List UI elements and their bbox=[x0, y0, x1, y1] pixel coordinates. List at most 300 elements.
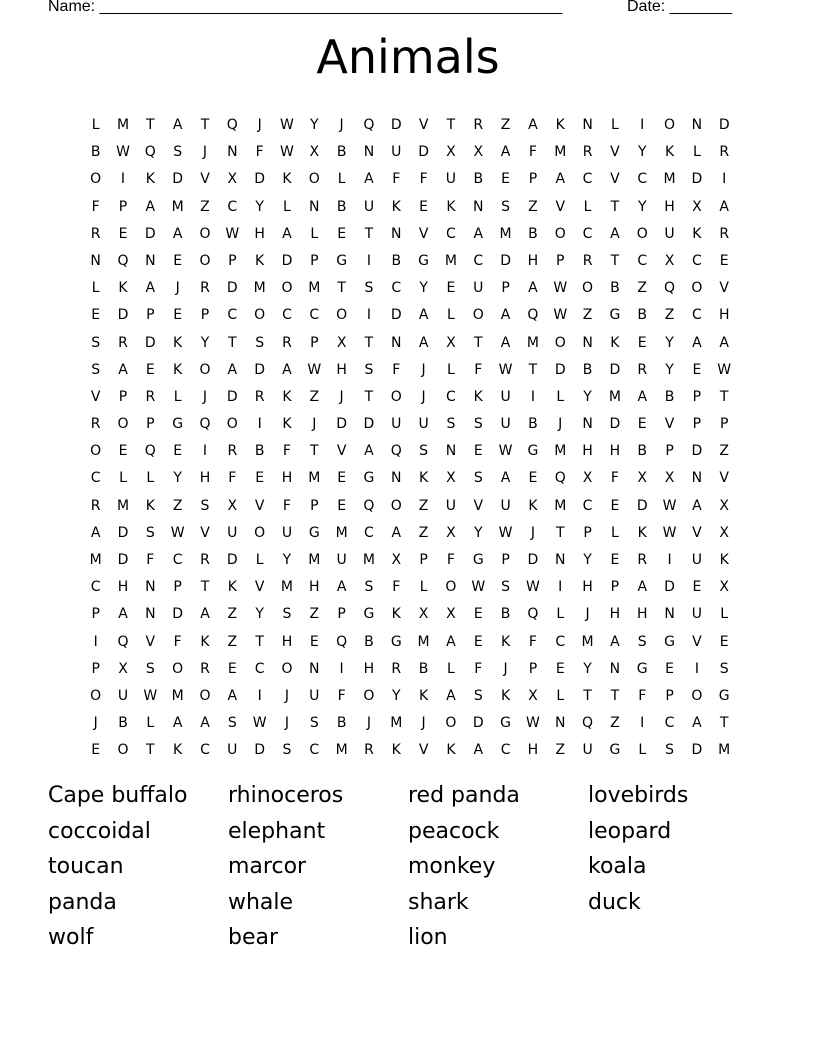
grid-row bbox=[82, 737, 738, 764]
grid-letter: E bbox=[446, 280, 456, 297]
grid-letter: P bbox=[610, 579, 620, 596]
grid-letter: E bbox=[91, 742, 101, 759]
grid-letter: J bbox=[284, 715, 290, 732]
grid-letter: C bbox=[691, 307, 702, 324]
grid-letter: A bbox=[172, 117, 183, 133]
grid-letter: S bbox=[200, 497, 210, 514]
grid-letter: H bbox=[363, 660, 375, 677]
grid-letter: K bbox=[446, 198, 456, 215]
grid-row bbox=[82, 574, 738, 601]
grid-letter: R bbox=[227, 443, 238, 460]
grid-row bbox=[82, 166, 738, 193]
grid-letter: L bbox=[692, 144, 701, 161]
grid-row bbox=[82, 221, 738, 248]
grid-letter: K bbox=[664, 144, 675, 161]
grid-letter: J bbox=[421, 715, 426, 732]
grid-letter: C bbox=[446, 225, 456, 242]
grid-letter: X bbox=[309, 144, 320, 161]
grid-letter: L bbox=[255, 552, 264, 568]
grid-letter: N bbox=[145, 606, 156, 623]
grid-letter: C bbox=[691, 252, 702, 269]
grid-letter: N bbox=[582, 117, 593, 133]
grid-letter: D bbox=[254, 361, 266, 378]
grid-letter: L bbox=[556, 606, 565, 623]
grid-letter: V bbox=[555, 198, 566, 215]
grid-letter: Y bbox=[665, 361, 674, 378]
grid-letter: H bbox=[636, 606, 648, 623]
grid-letter: U bbox=[418, 416, 429, 433]
grid-letter: D bbox=[172, 606, 184, 623]
grid-letter: N bbox=[391, 334, 402, 351]
grid-letter: R bbox=[637, 552, 648, 568]
grid-letter: M bbox=[116, 117, 130, 133]
grid-letter: K bbox=[282, 171, 292, 188]
grid-letter: I bbox=[558, 579, 563, 596]
grid-letter: G bbox=[609, 742, 621, 759]
grid-letter: R bbox=[364, 742, 374, 759]
grid-letter: X bbox=[227, 171, 238, 188]
grid-letter: W bbox=[662, 497, 677, 514]
grid-letter: T bbox=[364, 388, 374, 405]
grid-letter: S bbox=[473, 416, 483, 433]
grid-letter: D bbox=[472, 715, 484, 732]
grid-letter: A bbox=[637, 388, 648, 405]
grid-letter: A bbox=[719, 198, 729, 215]
grid-letter: U bbox=[691, 552, 702, 568]
grid-letter: S bbox=[145, 524, 155, 541]
grid-letter: Z bbox=[227, 633, 238, 650]
word-list-item: lion bbox=[408, 925, 448, 950]
grid-letter: S bbox=[282, 606, 292, 623]
grid-letter: A bbox=[528, 280, 538, 297]
grid-letter: C bbox=[227, 198, 238, 215]
grid-letter: L bbox=[610, 524, 619, 541]
grid-letter: Q bbox=[117, 633, 129, 650]
grid-letter: U bbox=[117, 687, 129, 704]
grid-letter: Q bbox=[226, 117, 238, 133]
grid-letter: R bbox=[90, 416, 101, 433]
grid-letter: Q bbox=[144, 443, 156, 460]
grid-letter: F bbox=[392, 171, 401, 188]
grid-row bbox=[82, 194, 738, 221]
grid-letter: T bbox=[364, 334, 374, 351]
grid-letter: O bbox=[199, 225, 211, 242]
grid-letter: K bbox=[719, 552, 729, 568]
grid-letter: Z bbox=[582, 307, 593, 324]
grid-letter: U bbox=[391, 144, 402, 161]
grid-letter: Z bbox=[555, 742, 566, 759]
grid-letter: X bbox=[118, 660, 128, 677]
grid-letter: Z bbox=[610, 715, 620, 732]
grid-letter: B bbox=[336, 715, 347, 732]
grid-letter: P bbox=[665, 443, 674, 460]
word-list-item: rhinoceros bbox=[228, 783, 344, 808]
grid-letter: K bbox=[227, 579, 237, 596]
grid-letter: P bbox=[173, 579, 182, 596]
grid-letter: O bbox=[445, 715, 457, 732]
grid-letter: O bbox=[390, 497, 402, 514]
grid-letter: D bbox=[609, 361, 621, 378]
grid-letter: P bbox=[419, 552, 428, 568]
grid-row bbox=[82, 710, 738, 737]
grid-letter: K bbox=[692, 225, 702, 242]
grid-letter: N bbox=[664, 606, 675, 623]
grid-letter: A bbox=[145, 198, 156, 215]
grid-letter: N bbox=[309, 660, 320, 677]
grid-letter: D bbox=[691, 171, 703, 188]
grid-letter: A bbox=[500, 144, 511, 161]
grid-letter: H bbox=[609, 606, 621, 623]
grid-letter: P bbox=[501, 280, 510, 297]
grid-letter: O bbox=[445, 579, 457, 596]
word-list-item: peacock bbox=[408, 818, 500, 844]
grid-letter: E bbox=[473, 633, 483, 650]
word-list-item: Cape buffalo bbox=[48, 783, 188, 808]
grid-letter: O bbox=[554, 225, 566, 242]
grid-letter: K bbox=[118, 280, 128, 297]
grid-letter: W bbox=[143, 687, 158, 704]
grid-letter: J bbox=[339, 117, 344, 133]
grid-letter: V bbox=[719, 470, 729, 487]
grid-letter: Y bbox=[200, 334, 210, 351]
grid-letter: M bbox=[581, 633, 594, 650]
grid-letter: D bbox=[609, 416, 621, 433]
grid-letter: J bbox=[284, 687, 290, 704]
grid-letter: K bbox=[528, 497, 538, 514]
grid-letter: P bbox=[91, 606, 100, 623]
grid-letter: K bbox=[282, 416, 292, 433]
grid-letter: Q bbox=[199, 416, 211, 433]
grid-letter: C bbox=[446, 388, 456, 405]
grid-letter: A bbox=[391, 524, 402, 541]
grid-letter: V bbox=[610, 144, 620, 161]
grid-letter: J bbox=[530, 524, 535, 541]
grid-letter: G bbox=[308, 524, 320, 541]
grid-letter: R bbox=[637, 361, 648, 378]
grid-letter: G bbox=[664, 633, 675, 650]
grid-letter: D bbox=[418, 144, 429, 161]
grid-letter: K bbox=[145, 497, 155, 514]
grid-letter: M bbox=[280, 579, 293, 596]
grid-letter: W bbox=[525, 579, 540, 596]
grid-letter: U bbox=[336, 552, 347, 568]
grid-letter: C bbox=[364, 524, 374, 541]
grid-row bbox=[82, 384, 738, 411]
grid-letter: E bbox=[665, 660, 674, 677]
grid-letter: E bbox=[118, 225, 128, 242]
grid-letter: P bbox=[692, 388, 702, 405]
grid-letter: S bbox=[282, 742, 292, 759]
grid-letter: G bbox=[172, 416, 184, 433]
grid-letter: V bbox=[418, 225, 429, 242]
grid-letter: I bbox=[694, 660, 699, 677]
grid-row bbox=[82, 493, 738, 520]
grid-letter: A bbox=[90, 524, 101, 541]
grid-letter: B bbox=[500, 606, 511, 623]
grid-letter: E bbox=[173, 307, 183, 324]
grid-letter: C bbox=[637, 252, 648, 269]
word-list-item: wolf bbox=[48, 925, 94, 950]
grid-letter: A bbox=[692, 715, 702, 732]
grid-letter: C bbox=[555, 633, 566, 650]
grid-letter: S bbox=[364, 361, 374, 378]
grid-letter: A bbox=[172, 225, 183, 242]
grid-letter: S bbox=[719, 660, 729, 677]
grid-letter: S bbox=[501, 198, 511, 215]
grid-letter: S bbox=[91, 361, 101, 378]
grid-row bbox=[82, 683, 738, 710]
grid-row bbox=[82, 547, 738, 574]
grid-letter: T bbox=[446, 117, 456, 133]
grid-letter: A bbox=[446, 633, 456, 650]
grid-letter: R bbox=[145, 388, 156, 405]
grid-letter: S bbox=[364, 280, 374, 297]
grid-letter: D bbox=[390, 117, 402, 133]
grid-letter: I bbox=[120, 171, 126, 188]
grid-letter: A bbox=[200, 606, 210, 623]
grid-letter: O bbox=[90, 171, 102, 188]
grid-letter: B bbox=[664, 388, 675, 405]
grid-letter: T bbox=[146, 742, 155, 759]
grid-letter: K bbox=[500, 633, 511, 650]
grid-letter: R bbox=[719, 144, 730, 161]
word-list-item: toucan bbox=[48, 854, 124, 879]
grid-letter: C bbox=[582, 225, 593, 242]
grid-row bbox=[82, 330, 738, 357]
grid-letter: X bbox=[637, 470, 648, 487]
grid-letter: X bbox=[418, 606, 429, 623]
grid-letter: E bbox=[719, 633, 729, 650]
grid-letter: R bbox=[582, 144, 593, 161]
grid-letter: T bbox=[200, 579, 210, 596]
grid-letter: X bbox=[528, 687, 538, 704]
grid-letter: E bbox=[501, 171, 511, 188]
word-list-item: lovebirds bbox=[588, 783, 689, 808]
grid-letter: C bbox=[172, 552, 183, 568]
grid-letter: A bbox=[500, 334, 511, 351]
grid-letter: U bbox=[691, 606, 702, 623]
grid-letter: L bbox=[119, 470, 127, 487]
grid-letter: L bbox=[447, 307, 455, 324]
grid-letter: A bbox=[473, 225, 484, 242]
grid-letter: V bbox=[90, 388, 101, 405]
grid-letter: V bbox=[418, 742, 429, 759]
grid-letter: H bbox=[199, 470, 211, 487]
grid-letter: S bbox=[227, 715, 237, 732]
grid-letter: A bbox=[418, 307, 429, 324]
grid-letter: N bbox=[473, 198, 484, 215]
grid-letter: O bbox=[308, 171, 320, 188]
grid-letter: Z bbox=[664, 307, 675, 324]
grid-letter: A bbox=[145, 280, 156, 297]
grid-letter: A bbox=[282, 225, 292, 242]
grid-letter: A bbox=[610, 225, 620, 242]
grid-letter: Q bbox=[390, 443, 402, 460]
grid-letter: A bbox=[692, 497, 702, 514]
grid-letter: H bbox=[582, 579, 593, 596]
grid-letter: L bbox=[146, 470, 155, 487]
grid-letter: C bbox=[500, 742, 511, 759]
grid-letter: D bbox=[718, 117, 730, 133]
grid-row bbox=[82, 112, 738, 139]
grid-letter: H bbox=[117, 579, 129, 596]
grid-letter: Z bbox=[200, 198, 210, 215]
grid-letter: N bbox=[145, 579, 156, 596]
grid-letter: Y bbox=[583, 660, 592, 677]
grid-letter: O bbox=[664, 117, 676, 133]
grid-letter: E bbox=[637, 416, 647, 433]
grid-letter: P bbox=[91, 660, 100, 677]
grid-letter: U bbox=[363, 198, 375, 215]
grid-letter: G bbox=[636, 660, 648, 677]
grid-letter: H bbox=[718, 307, 730, 324]
grid-letter: X bbox=[336, 334, 347, 351]
grid-letter: N bbox=[145, 252, 156, 269]
grid-letter: Q bbox=[527, 307, 539, 324]
grid-letter: A bbox=[500, 470, 511, 487]
grid-letter: T bbox=[719, 715, 729, 732]
grid-letter: V bbox=[473, 497, 484, 514]
grid-letter: K bbox=[200, 633, 210, 650]
grid-letter: T bbox=[255, 633, 264, 650]
grid-letter: I bbox=[530, 388, 535, 405]
grid-letter: C bbox=[90, 470, 101, 487]
grid-letter: S bbox=[473, 470, 483, 487]
grid-letter: T bbox=[719, 388, 729, 405]
grid-letter: Q bbox=[144, 144, 156, 161]
grid-letter: W bbox=[553, 280, 568, 297]
word-list-item: shark bbox=[408, 889, 469, 915]
grid-letter: P bbox=[310, 252, 319, 269]
grid-letter: F bbox=[337, 687, 346, 704]
grid-row bbox=[82, 520, 738, 547]
grid-letter: N bbox=[555, 552, 566, 568]
grid-letter: P bbox=[528, 660, 538, 677]
grid-letter: B bbox=[90, 144, 101, 161]
grid-letter: B bbox=[637, 443, 648, 460]
grid-letter: L bbox=[583, 198, 592, 215]
grid-letter: N bbox=[691, 470, 703, 487]
grid-letter: E bbox=[145, 361, 155, 378]
grid-letter: H bbox=[664, 198, 675, 215]
grid-letter: A bbox=[610, 633, 620, 650]
grid-letter: D bbox=[500, 252, 511, 269]
grid-letter: Y bbox=[391, 687, 401, 704]
grid-letter: E bbox=[528, 470, 538, 487]
grid-letter: A bbox=[418, 334, 429, 351]
grid-letter: S bbox=[446, 416, 456, 433]
grid-letter: J bbox=[421, 361, 426, 378]
grid-letter: I bbox=[640, 715, 645, 732]
grid-letter: F bbox=[392, 361, 401, 378]
grid-letter: D bbox=[691, 443, 703, 460]
grid-letter: L bbox=[556, 388, 565, 405]
grid-letter: U bbox=[500, 416, 511, 433]
grid-letter: X bbox=[446, 334, 456, 351]
grid-letter: A bbox=[118, 606, 128, 623]
grid-letter: A bbox=[172, 715, 183, 732]
grid-letter: S bbox=[309, 715, 319, 732]
grid-letter: M bbox=[718, 742, 731, 759]
grid-letter: Q bbox=[554, 470, 566, 487]
grid-letter: S bbox=[364, 579, 374, 596]
grid-letter: K bbox=[255, 252, 265, 269]
grid-letter: X bbox=[473, 144, 484, 161]
grid-letter: X bbox=[719, 579, 729, 596]
grid-letter: U bbox=[445, 497, 457, 514]
grid-letter: A bbox=[637, 579, 648, 596]
grid-letter: X bbox=[664, 252, 675, 269]
grid-letter: J bbox=[558, 416, 563, 433]
grid-letter: P bbox=[337, 606, 346, 623]
grid-letter: S bbox=[473, 687, 483, 704]
grid-letter: O bbox=[281, 660, 293, 677]
grid-letter: D bbox=[226, 552, 238, 568]
grid-letter: D bbox=[664, 579, 675, 596]
grid-letter: R bbox=[391, 660, 402, 677]
grid-row bbox=[82, 465, 738, 492]
grid-letter: G bbox=[390, 633, 402, 650]
grid-letter: P bbox=[200, 307, 210, 324]
grid-letter: K bbox=[446, 742, 456, 759]
grid-letter: F bbox=[638, 687, 647, 704]
grid-row bbox=[82, 248, 738, 275]
grid-letter: P bbox=[310, 334, 319, 351]
grid-letter: L bbox=[610, 117, 619, 133]
grid-letter: V bbox=[610, 171, 620, 188]
grid-letter: F bbox=[173, 633, 182, 650]
grid-letter: R bbox=[582, 252, 593, 269]
grid-letter: T bbox=[610, 198, 620, 215]
grid-letter: I bbox=[722, 171, 727, 188]
grid-letter: Y bbox=[173, 470, 182, 487]
grid-letter: E bbox=[337, 225, 347, 242]
grid-row bbox=[82, 302, 738, 329]
grid-letter: L bbox=[337, 171, 346, 188]
grid-row bbox=[82, 139, 738, 166]
grid-letter: H bbox=[527, 252, 539, 269]
grid-letter: Q bbox=[336, 633, 348, 650]
grid-letter: Y bbox=[310, 117, 319, 133]
grid-letter: C bbox=[582, 497, 593, 514]
grid-letter: B bbox=[336, 144, 347, 161]
grid-letter: L bbox=[419, 579, 428, 596]
grid-letter: E bbox=[692, 579, 702, 596]
grid-letter: C bbox=[637, 171, 648, 188]
grid-letter: N bbox=[582, 334, 593, 351]
grid-letter: S bbox=[665, 742, 674, 759]
grid-letter: Z bbox=[418, 497, 429, 514]
grid-letter: V bbox=[145, 633, 156, 650]
grid-letter: W bbox=[170, 524, 185, 541]
grid-letter: W bbox=[471, 579, 486, 596]
grid-letter: V bbox=[719, 280, 729, 297]
grid-letter: W bbox=[307, 361, 322, 378]
grid-letter: E bbox=[473, 606, 483, 623]
grid-letter: Y bbox=[583, 388, 592, 405]
grid-letter: Z bbox=[637, 280, 648, 297]
grid-letter: C bbox=[227, 307, 238, 324]
grid-letter: Y bbox=[637, 144, 647, 161]
grid-letter: D bbox=[117, 307, 129, 324]
grid-letter: F bbox=[228, 470, 237, 487]
grid-letter: S bbox=[91, 334, 101, 351]
grid-letter: W bbox=[280, 117, 294, 133]
grid-letter: M bbox=[171, 198, 184, 215]
grid-letter: J bbox=[93, 715, 98, 732]
grid-letter: I bbox=[640, 117, 645, 133]
grid-letter: K bbox=[173, 334, 183, 351]
